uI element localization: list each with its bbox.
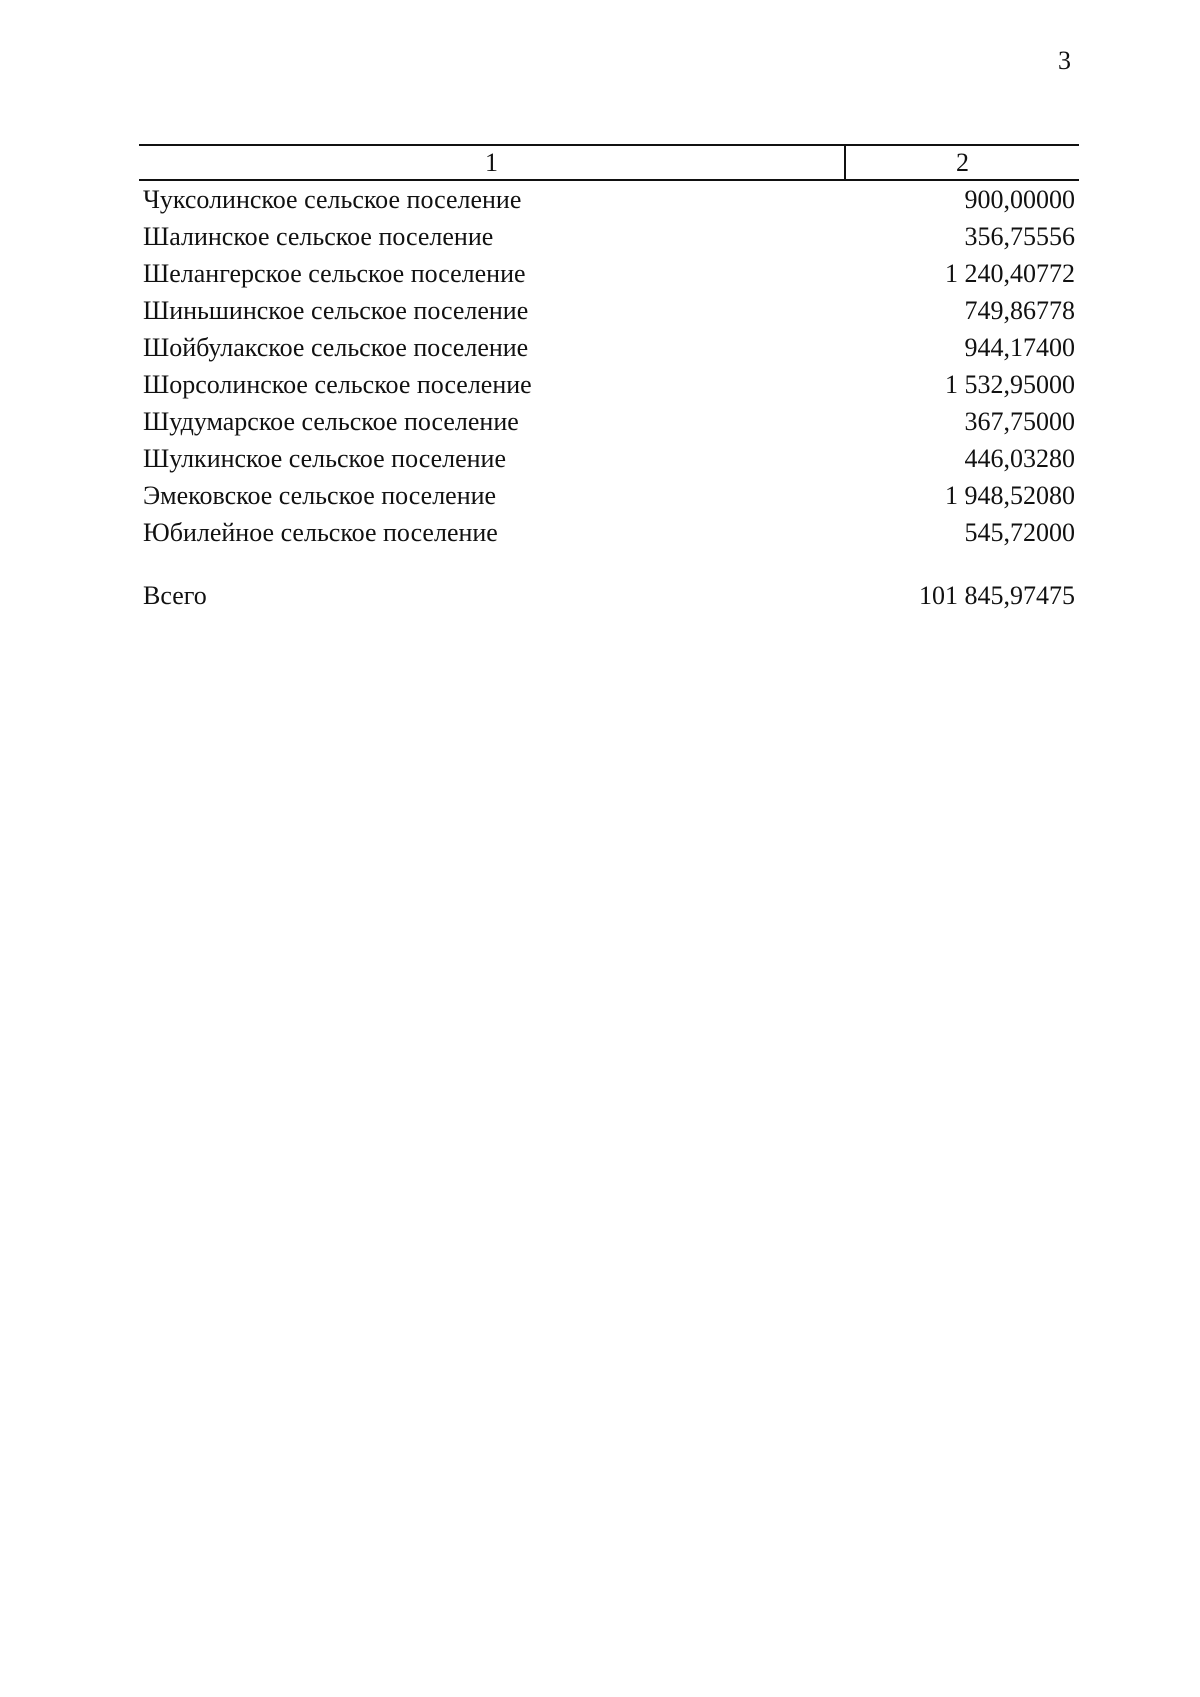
settlements-table [139, 144, 1079, 614]
table-row [139, 292, 1079, 329]
settlement-value: 900,00000 [964, 185, 1075, 214]
table-row [139, 329, 1079, 366]
settlement-value: 1 240,40772 [945, 259, 1075, 288]
settlement-value: 367,75000 [964, 407, 1075, 436]
settlement-name: Чуксолинское сельское поселение [143, 185, 522, 214]
table-row [139, 477, 1079, 514]
column-header-2: 2 [956, 148, 969, 177]
settlement-value: 749,86778 [964, 296, 1075, 325]
table-row [139, 218, 1079, 255]
settlement-name: Шиньшинское сельское поселение [143, 296, 529, 325]
settlement-value: 446,03280 [964, 444, 1075, 473]
table-row [139, 366, 1079, 403]
total-row [139, 577, 1079, 614]
settlement-name: Шулкинское сельское поселение [143, 444, 507, 473]
table-row [139, 255, 1079, 292]
settlement-value: 1 532,95000 [945, 370, 1075, 399]
settlement-value: 1 948,52080 [945, 481, 1075, 510]
total-value: 101 845,97475 [919, 581, 1075, 610]
settlement-name: Шалинское сельское поселение [143, 222, 494, 251]
settlement-name: Шорсолинское сельское поселение [143, 370, 532, 399]
settlement-value: 356,75556 [964, 222, 1075, 251]
page-number: 3 [1058, 46, 1071, 75]
settlement-value: 944,17400 [964, 333, 1075, 362]
table-header-row [139, 144, 1079, 181]
table-row [139, 514, 1079, 551]
settlement-value: 545,72000 [964, 518, 1075, 547]
table-row [139, 181, 1079, 218]
settlement-name: Шелангерское сельское поселение [143, 259, 526, 288]
table-row [139, 403, 1079, 440]
settlement-name: Шудумарское сельское поселение [143, 407, 519, 436]
settlement-name: Юбилейное сельское поселение [143, 518, 498, 547]
table-body [139, 181, 1079, 614]
column-header-1: 1 [139, 146, 846, 179]
settlement-name: Эмековское сельское поселение [143, 481, 497, 510]
settlement-name: Шойбулакское сельское поселение [143, 333, 529, 362]
total-label: Всего [143, 581, 207, 610]
table-row [139, 440, 1079, 477]
